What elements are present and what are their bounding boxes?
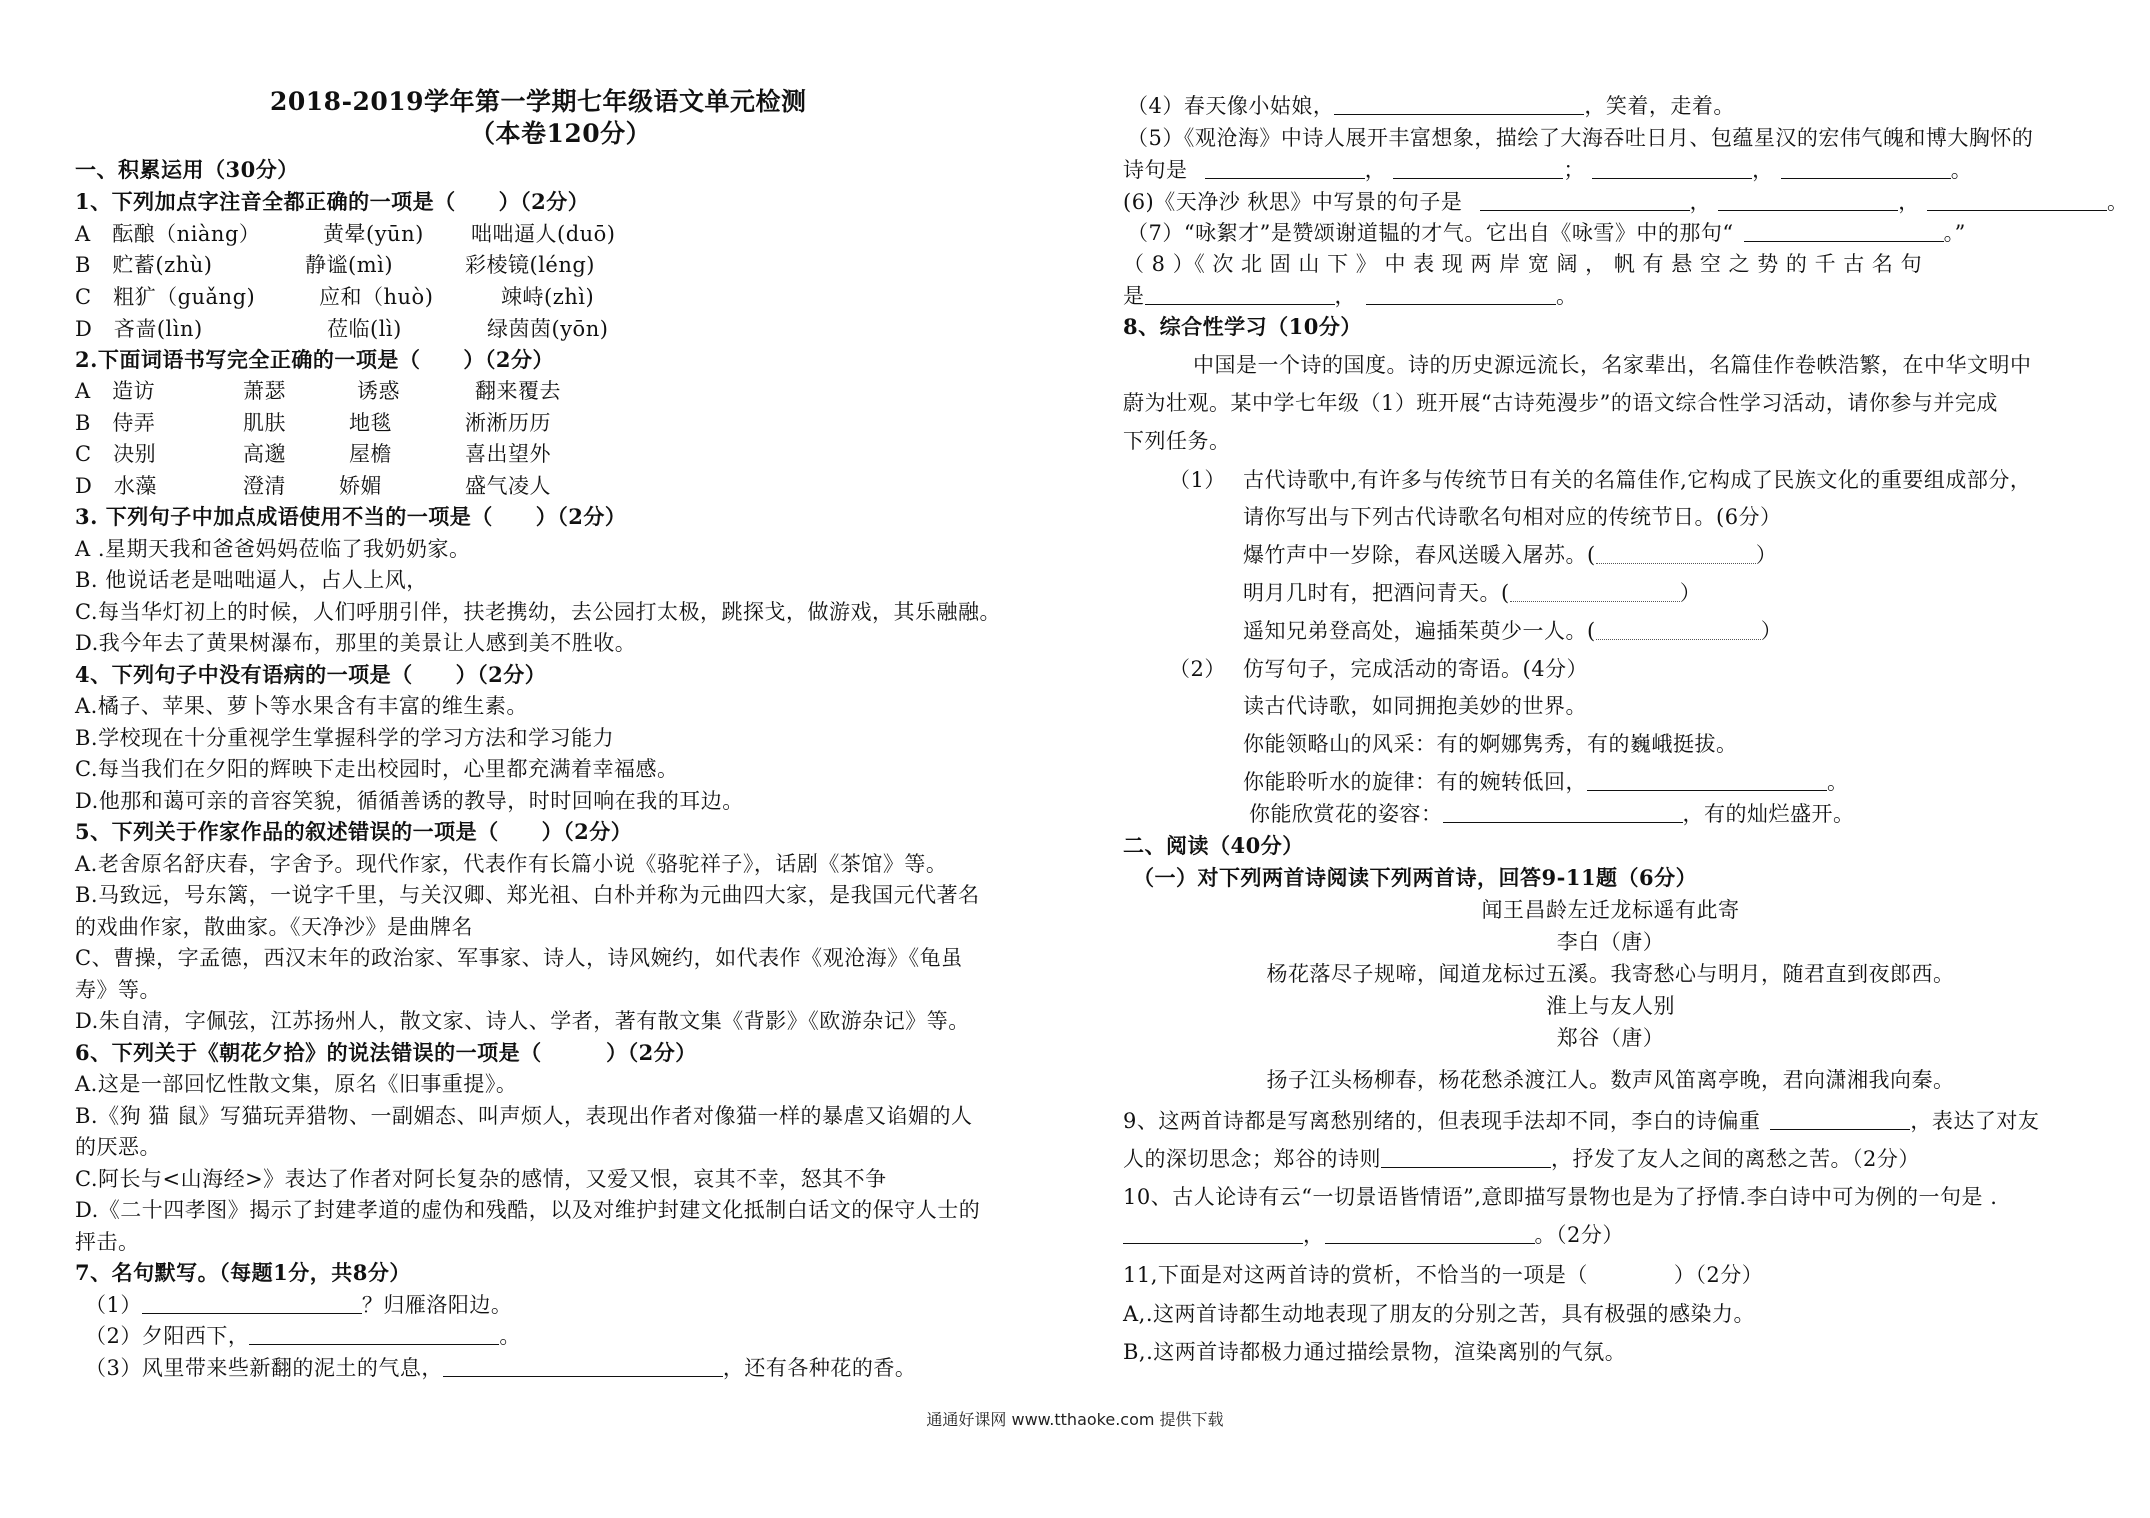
q7-item-4: （4）春天像小姑娘， ，笑着，走着。 [1127, 94, 1735, 118]
question-2: 2.下面词语书写完全正确的一项是（ ）（2分） [75, 347, 555, 372]
poem-2-title: 淮上与友人别 [1546, 994, 1675, 1018]
answer-blank[interactable] [1123, 1225, 1303, 1244]
q8-festival-1: 爆竹声中一岁除，春风送暖入屠苏。( ） [1243, 543, 1778, 567]
question-9-cont: 人的深切思念；郑谷的诗则 ，抒发了友人之间的离愁之苦。（2分） [1123, 1147, 1920, 1171]
answer-blank[interactable] [1366, 286, 1556, 305]
answer-blank[interactable] [1510, 583, 1680, 602]
q8-task-2-line-1: 读古代诗歌，如同拥抱美妙的世界。 [1243, 694, 1587, 718]
q3-option-a: A .星期天我和爸爸妈妈莅临了我奶奶家。 [75, 537, 471, 561]
answer-blank[interactable] [1596, 545, 1756, 564]
question-6: 6、下列关于《朝花夕拾》的说法错误的一项是（ ）（2分） [75, 1040, 697, 1065]
question-11: 11,下面是对这两首诗的赏析，不恰当的一项是（ ）（2分） [1123, 1263, 1764, 1287]
answer-blank[interactable] [1334, 96, 1584, 115]
question-9: 9、这两首诗都是写离愁别绪的，但表现手法却不同，李白的诗偏重 ，表达了对友 [1123, 1109, 2040, 1133]
q5-option-c-cont: 寿》等。 [75, 978, 161, 1002]
q6-option-b: B.《狗 猫 鼠》写猫玩弄猎物、一副媚态、叫声烦人，表现出作者对像猫一样的暴虐又谄媚的人 [75, 1104, 973, 1128]
q8-task-2-line-3: 你能聆听水的旋律：有的婉转低回， 。 [1243, 770, 1849, 794]
q8-task-2-text: 仿写句子，完成活动的寄语。(4分） [1243, 657, 1589, 681]
answer-blank[interactable] [1480, 192, 1690, 211]
q6-option-a: A.这是一部回忆性散文集，原名《旧事重提》。 [75, 1072, 518, 1096]
answer-blank[interactable] [1325, 1225, 1535, 1244]
answer-blank[interactable] [1718, 192, 1898, 211]
q6-option-d: D.《二十四孝图》揭示了封建孝道的虚伪和残酷，以及对维护封建文化抵制白话文的保守人士的 [75, 1198, 981, 1222]
q8-task-1-text: 古代诗歌中,有许多与传统节日有关的名篇佳作,它构成了民族文化的重要组成部分， [1243, 468, 2032, 492]
answer-blank[interactable] [1443, 804, 1683, 823]
q4-option-b: B.学校现在十分重视学生掌握科学的学习方法和学习能力 [75, 726, 615, 750]
q8-intro-line-1: 中国是一个诗的国度。诗的历史源远流长，名家辈出，名篇佳作卷帙浩繁，在中华文明中 [1193, 353, 2032, 377]
answer-blank[interactable] [1393, 160, 1563, 179]
footer-credit: 通通好课网 www.tthaoke.com 提供下载 [926, 1410, 1224, 1429]
q7-item-6: (6)《天净沙 秋思》中写景的句子是 ， ， 。 [1123, 190, 2129, 214]
poem-2-author: 郑谷（唐） [1556, 1026, 1665, 1050]
q4-option-a: A.橘子、苹果、萝卜等水果含有丰富的维生素。 [75, 694, 528, 718]
answer-blank[interactable] [1781, 160, 1951, 179]
q5-option-b: B.马致远，号东篱，一说字千里，与关汉卿、郑光祖、白朴并称为元曲四大家，是我国元代著名 [75, 883, 980, 907]
q8-task-1-text-2: 请你写出与下列古代诗歌名句相对应的传统节日。(6分） [1243, 505, 1782, 529]
q3-option-b: B. 他说话老是咄咄逼人，占人上风， [75, 568, 428, 592]
q8-festival-3: 遥知兄弟登高处，遍插茱萸少一人。( ） [1243, 619, 1783, 643]
q6-option-c: C.阿长与<山海经>》表达了作者对阿长复杂的感情，又爱又恨，哀其不幸，怒其不争 [75, 1167, 887, 1191]
section-1-heading: 一、积累运用（30分） [75, 157, 299, 182]
exam-title: 2018-2019学年第一学期七年级语文单元检测 [270, 87, 807, 116]
q8-task-1-number: （1） [1169, 468, 1226, 492]
q5-option-d: D.朱自清，字佩弦，江苏扬州人，散文家、诗人、学者，著有散文集《背影》《欧游杂记》等。 [75, 1009, 970, 1033]
q4-option-c: C.每当我们在夕阳的辉映下走出校园时，心里都充满着幸福感。 [75, 757, 679, 781]
q7-item-3: （3）风里带来些新翻的泥土的气息， ，还有各种花的香。 [85, 1356, 917, 1380]
question-4: 4、下列句子中没有语病的一项是（ ）（2分） [75, 662, 547, 687]
q7-item-1: （1） ？归雁洛阳边。 [85, 1293, 513, 1317]
answer-blank[interactable] [249, 1326, 499, 1345]
answer-blank[interactable] [1770, 1111, 1910, 1130]
answer-blank[interactable] [1587, 772, 1827, 791]
question-10: 10、古人论诗有云“一切景语皆情语”,意即描写景物也是为了抒情.李白诗中可为例的一句是 . [1123, 1185, 1998, 1209]
q5-option-c: C、曹操，字孟德，西汉末年的政治家、军事家、诗人，诗风婉约，如代表作《观沧海》《龟虽 [75, 946, 963, 970]
question-10-blanks: ， 。（2分） [1123, 1221, 1624, 1249]
question-5: 5、下列关于作家作品的叙述错误的一项是（ ）（2分） [75, 819, 633, 844]
question-1: 1、下列加点字注音全都正确的一项是（ ）（2分） [75, 189, 590, 214]
q8-task-2-number: （2） [1169, 657, 1226, 681]
q6-option-b-cont: 的厌恶。 [75, 1135, 161, 1159]
q7-item-5-blanks: 诗句是 ， ； ， 。 [1123, 158, 1973, 182]
answer-blank[interactable] [1927, 192, 2107, 211]
poem-1-title: 闻王昌龄左迁龙标遥有此寄 [1481, 898, 1740, 922]
q7-item-8-blanks: 是 ， 。 [1123, 284, 1578, 308]
answer-blank[interactable] [1381, 1149, 1551, 1168]
question-3: 3. 下列句子中加点成语使用不当的一项是（ ）（2分） [75, 504, 627, 529]
q8-task-2-line-4: 你能欣赏花的姿容： ，有的灿烂盛开。 [1249, 802, 1855, 826]
q3-option-c: C.每当华灯初上的时候，人们呼朋引伴，扶老携幼，去公园打太极，跳探戈，做游戏，其乐融融。 [75, 600, 1001, 624]
q8-festival-2: 明月几时有，把酒问青天。( ） [1243, 581, 1702, 605]
q11-option-b: B,.这两首诗都极力通过描绘景物，渲染离别的气氛。 [1123, 1340, 1627, 1364]
answer-blank[interactable] [1205, 160, 1365, 179]
q7-item-7: （7）“咏絮才”是赞颂谢道韫的才气。它出自《咏雪》中的那句“ 。” [1127, 221, 1966, 245]
answer-blank[interactable] [443, 1358, 723, 1377]
section-2-heading: 二、阅读（40分） [1123, 833, 1304, 858]
answer-blank[interactable] [1596, 621, 1761, 640]
q7-item-8: （ 8 ）《 次 北 固 山 下 》 中 表 现 两 岸 宽 阔 ， 帆 有 悬 空 之 势 的 千 古 名 句 [1123, 252, 1923, 276]
question-8: 8、综合性学习（10分） [1123, 314, 1362, 339]
answer-blank[interactable] [1145, 286, 1335, 305]
poem-2-text: 扬子江头杨柳春，杨花愁杀渡江人。数声风笛离亭晚，君向潇湘我向秦。 [1266, 1068, 1955, 1092]
poem-1-author: 李白（唐） [1556, 930, 1665, 954]
q4-option-d: D.他那和蔼可亲的音容笑貌，循循善诱的教导，时时回响在我的耳边。 [75, 789, 744, 813]
answer-blank[interactable] [1592, 160, 1752, 179]
q8-intro-line-2: 蔚为壮观。某中学七年级（1）班开展“古诗苑漫步”的语文综合性学习活动，请你参与并完成 [1123, 391, 1998, 415]
answer-blank[interactable] [142, 1295, 362, 1314]
exam-subtitle: （本卷120分） [470, 119, 652, 148]
q7-item-2: （2）夕阳西下， 。 [85, 1324, 521, 1348]
answer-blank[interactable] [1744, 223, 1944, 242]
question-7: 7、名句默写。（每题1分，共8分） [75, 1260, 411, 1285]
q7-item-5: （5）《观沧海》中诗人展开丰富想象，描绘了大海吞吐日月、包蕴星汉的宏伟气魄和博大胸怀的 [1127, 126, 2034, 150]
q5-option-a: A.老舍原名舒庆春，字舍予。现代作家，代表作有长篇小说《骆驼祥子》，话剧《茶馆》等。 [75, 852, 948, 876]
poem-1-text: 杨花落尽子规啼，闻道龙标过五溪。我寄愁心与明月，随君直到夜郎西。 [1266, 962, 1955, 986]
q5-option-b-cont: 的戏曲作家，散曲家。《天净沙》是曲牌名 [75, 915, 473, 939]
q6-option-d-cont: 抨击。 [75, 1230, 140, 1254]
q11-option-a: A,.这两首诗都生动地表现了朋友的分别之苦，具有极强的感染力。 [1123, 1302, 1756, 1326]
q3-option-d: D.我今年去了黄果树瀑布，那里的美景让人感到美不胜收。 [75, 631, 637, 655]
q8-intro-line-3: 下列任务。 [1123, 429, 1231, 453]
q8-task-2-line-2: 你能领略山的风采：有的婀娜隽秀，有的巍峨挺拔。 [1243, 732, 1738, 756]
reading-1-heading: （一）对下列两首诗阅读下列两首诗，回答9-11题（6分） [1133, 865, 1698, 890]
